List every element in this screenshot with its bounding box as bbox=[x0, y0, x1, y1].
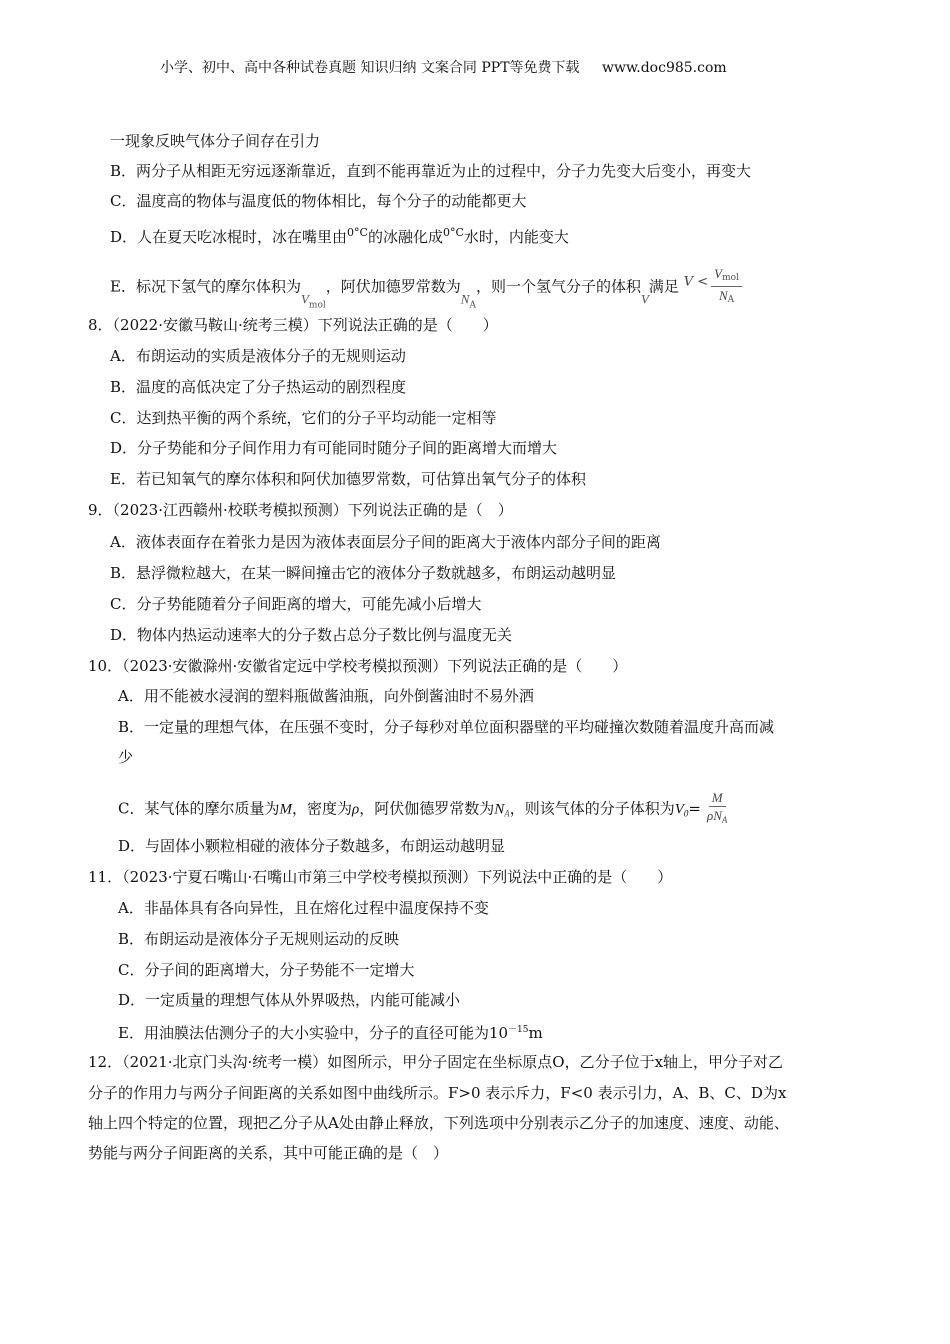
formula: 0 bbox=[683, 808, 689, 819]
header-url: www.doc985.com bbox=[601, 60, 727, 76]
formula: m bbox=[528, 1024, 543, 1042]
formula: V bbox=[300, 291, 309, 307]
formula: 10 bbox=[488, 1024, 509, 1042]
q11-option-a: A．非晶体具有各向异性，且在熔化过程中温度保持不变 bbox=[118, 899, 489, 917]
q7-option-b: B．两分子从相距无穷远逐渐靠近，直到不能再靠近为止的过程中，分子力先变大后变小，再变大 bbox=[110, 162, 752, 180]
q11-option-e bbox=[118, 1020, 543, 1043]
formula: V bbox=[674, 801, 684, 818]
text: ，阿伏加德罗常数为 bbox=[325, 277, 461, 296]
temp: 0°C bbox=[347, 226, 368, 239]
q10-option-d: D．与固体小颗粒相碰的液体分子数越多，布朗运动越明显 bbox=[118, 837, 506, 855]
formula: N bbox=[718, 288, 728, 303]
q9-option-b: B．悬浮微粒越大，在某一瞬间撞击它的液体分子数就越多，布朗运动越明显 bbox=[110, 564, 617, 582]
q12-line-1: 12．（2021·北京门头沟·统考一模）如图所示，甲分子固定在坐标原点O，乙分子位于x轴上，甲分子对乙 bbox=[88, 1053, 784, 1071]
formula: V < bbox=[683, 274, 709, 290]
text: ，则该气体的分子体积为 bbox=[509, 799, 675, 818]
q8-option-a: A．布朗运动的实质是液体分子的无规则运动 bbox=[110, 347, 406, 365]
q10-option-a: A．用不能被水浸润的塑料瓶做酱油瓶，向外倒酱油时不易外洒 bbox=[118, 687, 534, 705]
formula: = bbox=[688, 799, 701, 818]
q8-title: 8．（2022·安徽马鞍山·统考三模）下列说法正确的是（ ） bbox=[88, 316, 498, 334]
formula: A bbox=[727, 295, 735, 305]
header-text: 小学、初中、高中各种试卷真题 知识归纳 文案合同 PPT等免费下载 bbox=[160, 60, 580, 76]
text: E．标况下氢气的摩尔体积为 bbox=[110, 277, 301, 296]
q10-option-c bbox=[118, 790, 733, 829]
text: 水时，内能变大 bbox=[463, 228, 569, 246]
q9-option-d: D．物体内热运动速率大的分子数占总分子数比例与温度无关 bbox=[110, 626, 513, 644]
formula: －15 bbox=[508, 1025, 529, 1035]
q11-option-c: C．分子间的距离增大，分子势能不一定增大 bbox=[118, 961, 415, 979]
text: ，阿伏伽德罗常数为 bbox=[359, 799, 495, 818]
formula: A bbox=[721, 815, 728, 825]
q10-option-b-cont: 少 bbox=[118, 748, 134, 766]
q9-option-a: A．液体表面存在着张力是因为液体表面层分子间的距离大于液体内部分子间的距离 bbox=[110, 533, 661, 551]
formula: M bbox=[709, 790, 726, 807]
formula: V bbox=[714, 266, 723, 281]
q9-title: 9．（2023·江西赣州·校联考模拟预测）下列说法正确的是（ ） bbox=[88, 501, 513, 519]
formula: N bbox=[494, 801, 505, 818]
formula: mol bbox=[308, 300, 326, 311]
formula: mol bbox=[722, 273, 739, 283]
q7-option-e bbox=[110, 266, 745, 316]
fraction bbox=[704, 790, 730, 829]
q7-option-d bbox=[110, 223, 569, 247]
formula: ρN bbox=[707, 808, 722, 823]
formula: A bbox=[504, 808, 510, 819]
q7-option-c: C．温度高的物体与温度低的物体相比，每个分子的动能都更大 bbox=[110, 192, 527, 210]
fraction bbox=[711, 266, 742, 309]
q8-option-b: B．温度的高低决定了分子热运动的剧烈程度 bbox=[110, 378, 407, 396]
text: 满足 bbox=[648, 277, 679, 296]
text: ，密度为 bbox=[291, 799, 352, 818]
formula: V bbox=[640, 291, 649, 307]
text: D．人在夏天吃冰棍时，冰在嘴里由 bbox=[110, 228, 348, 246]
q10-title: 10．（2023·安徽滁州·安徽省定远中学校考模拟预测）下列说法正确的是（ ） bbox=[88, 657, 628, 675]
q11-option-d: D．一定质量的理想气体从外界吸热，内能可能减小 bbox=[118, 991, 461, 1009]
q11-title: 11．（2023·宁夏石嘴山·石嘴山市第三中学校考模拟预测）下列说法中正确的是（ ） bbox=[88, 868, 673, 886]
q10-option-b: B．一定量的理想气体，在压强不变时，分子每秒对单位面积器壁的平均碰撞次数随着温度升高而减 bbox=[118, 718, 775, 736]
text: C．某气体的摩尔质量为 bbox=[118, 799, 280, 818]
q12-line-3: 轴上四个特定的位置，现把乙分子从A处由静止释放，下列选项中分别表示乙分子的加速度、速度、动能、 bbox=[88, 1114, 789, 1132]
q8-option-d: D．分子势能和分子间作用力有可能同时随分子间的距离增大而增大 bbox=[110, 439, 558, 457]
q11-option-b: B．布朗运动是液体分子无规则运动的反映 bbox=[118, 930, 400, 948]
text: E．用油膜法估测分子的大小实验中，分子的直径可能为 bbox=[118, 1024, 489, 1042]
temp: 0°C bbox=[442, 226, 464, 239]
formula: ρ bbox=[352, 801, 360, 818]
q12-line-4: 势能与两分子间距离的关系，其中可能正确的是（ ） bbox=[88, 1144, 449, 1162]
q8-option-e: E．若已知氧气的摩尔体积和阿伏加德罗常数，可估算出氧气分子的体积 bbox=[110, 470, 586, 488]
formula: A bbox=[469, 300, 476, 311]
text: 的冰融化成 bbox=[367, 228, 443, 246]
q7-continuation: 一现象反映气体分子间存在引力 bbox=[110, 132, 321, 150]
q8-option-c: C．达到热平衡的两个系统，它们的分子平均动能一定相等 bbox=[110, 409, 497, 427]
text: ，则一个氢气分子的体积 bbox=[475, 277, 641, 296]
q12-line-2: 分子的作用力与两分子间距离的关系如图中曲线所示。F>0 表示斥力，F<0 表示引力，A、B、C、D为x bbox=[88, 1084, 787, 1102]
formula: N bbox=[460, 291, 470, 307]
formula: M bbox=[279, 801, 292, 818]
page-header bbox=[160, 58, 727, 78]
q9-option-c: C．分子势能随着分子间距离的增大，可能先减小后增大 bbox=[110, 595, 482, 613]
